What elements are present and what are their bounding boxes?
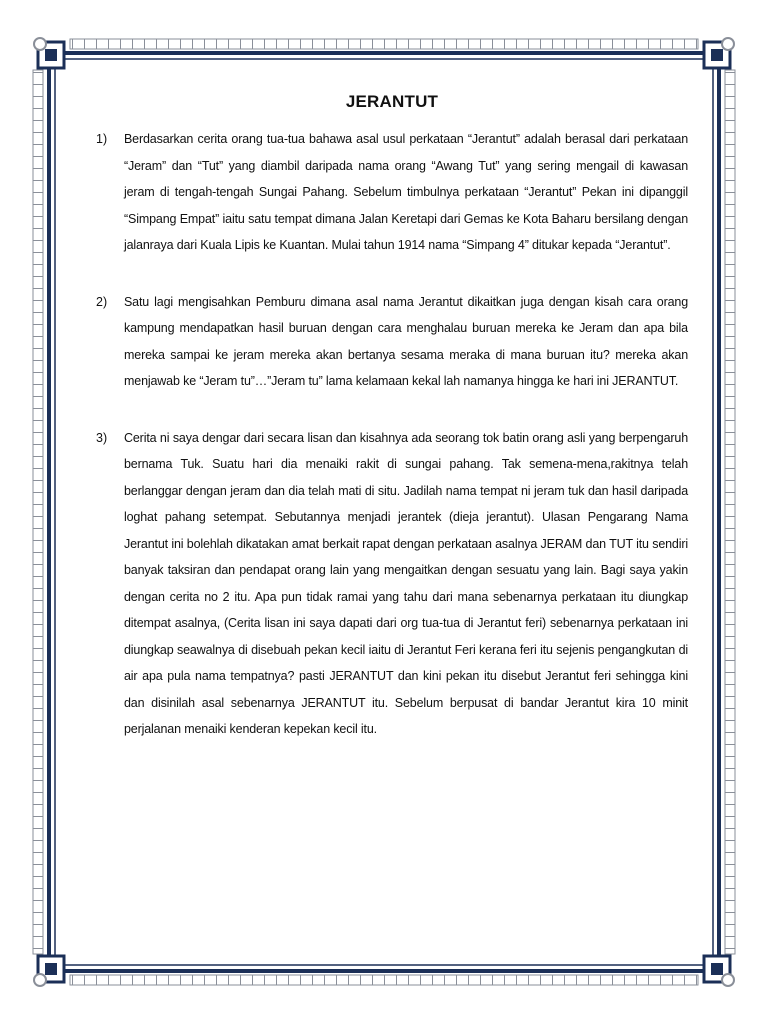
corner-ornament-bottom-left-icon <box>34 956 64 986</box>
list-item-number: 2) <box>96 294 108 309</box>
numbered-list <box>96 126 688 743</box>
list-item <box>96 425 688 743</box>
list-item <box>96 126 688 259</box>
list-item-text: Satu lagi mengisahkan Pemburu dimana asal nama Jerantut dikaitkan juga dengan kisah cara orang kampung mendapatkan hasil buruan dengan cara menghalau buruan mereka ke Jeram dan apa bila mereka sampai ke jeram mereka akan bertanya sesama meraka di mana buruan itu? mereka akan menjawab ke “Jeram tu”…”Jeram tu” lama kelamaan kekal lah namanya hingga ke hari ini JERANTUT. <box>124 294 688 388</box>
document-body <box>96 92 688 773</box>
list-item-number: 1) <box>96 132 108 146</box>
list-item-text: Cerita ni saya dengar dari secara lisan dan kisahnya ada seorang tok batin orang asli yang berpengaruh bernama Tuk. Suatu hari dia menaiki rakit di sungai pahang. Tak semena-mena,rakitnya telah berlanggar dengan jeram dan dia telah mati di situ. Jadilah nama tempat ni jeram tuk dan hasil daripada loghat pahang setempat. Sebutannya menjadi jerantek (dieja jerantut). Ulasan Pengarang Nama Jerantut ini bolehlah dikatakan amat berkait rapat dengan perkataan asalnya JERAM dan TUT itu sendiri banyak taksiran dan pendapat orang lain yang mengaitkan dengan sesuatu yang lain. Bagi saya yakin dengan cerita no 2 itu. Apa pun tidak ramai yang tahu dari mana sebenarnya perkataan itu diungkap ditempat asalnya, (Cerita lisan ini saya dapati dari org tua-tua di Jerantut feri) sebenarnya perkataan ini diungkap seawalnya di disebuah pekan kecil iaitu di Jerantut Feri kerana feri itu sejenis pengangkutan di air apa pula nama tempatnya? pasti JERANTUT dan kini pekan itu disebut Jerantut feri sehingga kini dan disinilah asal sebenarnya JERANTUT itu. Sebelum berpusat di bandar Jerantut kira 10 minit perjalanan menaiki kenderan kepekan kecil itu. <box>124 430 688 736</box>
document-title: JERANTUT <box>345 92 439 111</box>
corner-ornament-top-right-icon <box>704 38 734 68</box>
list-item-number: 3) <box>96 430 108 445</box>
corner-ornament-top-left-icon <box>34 38 64 68</box>
list-item-text: Berdasarkan cerita orang tua-tua bahawa asal usul perkataan “Jerantut” adalah berasal dari perkataan “Jeram” dan “Tut” yang diambil daripada nama orang “Awang Tut” yang sering mengail di kawasan jeram di tengah-tengah Sungai Pahang. Sebelum timbulnya perkataan “Jerantut” Pekan ini dipanggil “Simpang Empat” iaitu satu tempat dimana Jalan Keretapi dari Gemas ke Kota Baharu bersilang dengan jalanraya dari Kuala Lipis ke Kuantan. Mulai tahun 1914 nama “Simpang 4” ditukar kepada “Jerantut”. <box>124 132 688 252</box>
corner-ornament-bottom-right-icon <box>704 956 734 986</box>
list-item <box>96 289 688 395</box>
